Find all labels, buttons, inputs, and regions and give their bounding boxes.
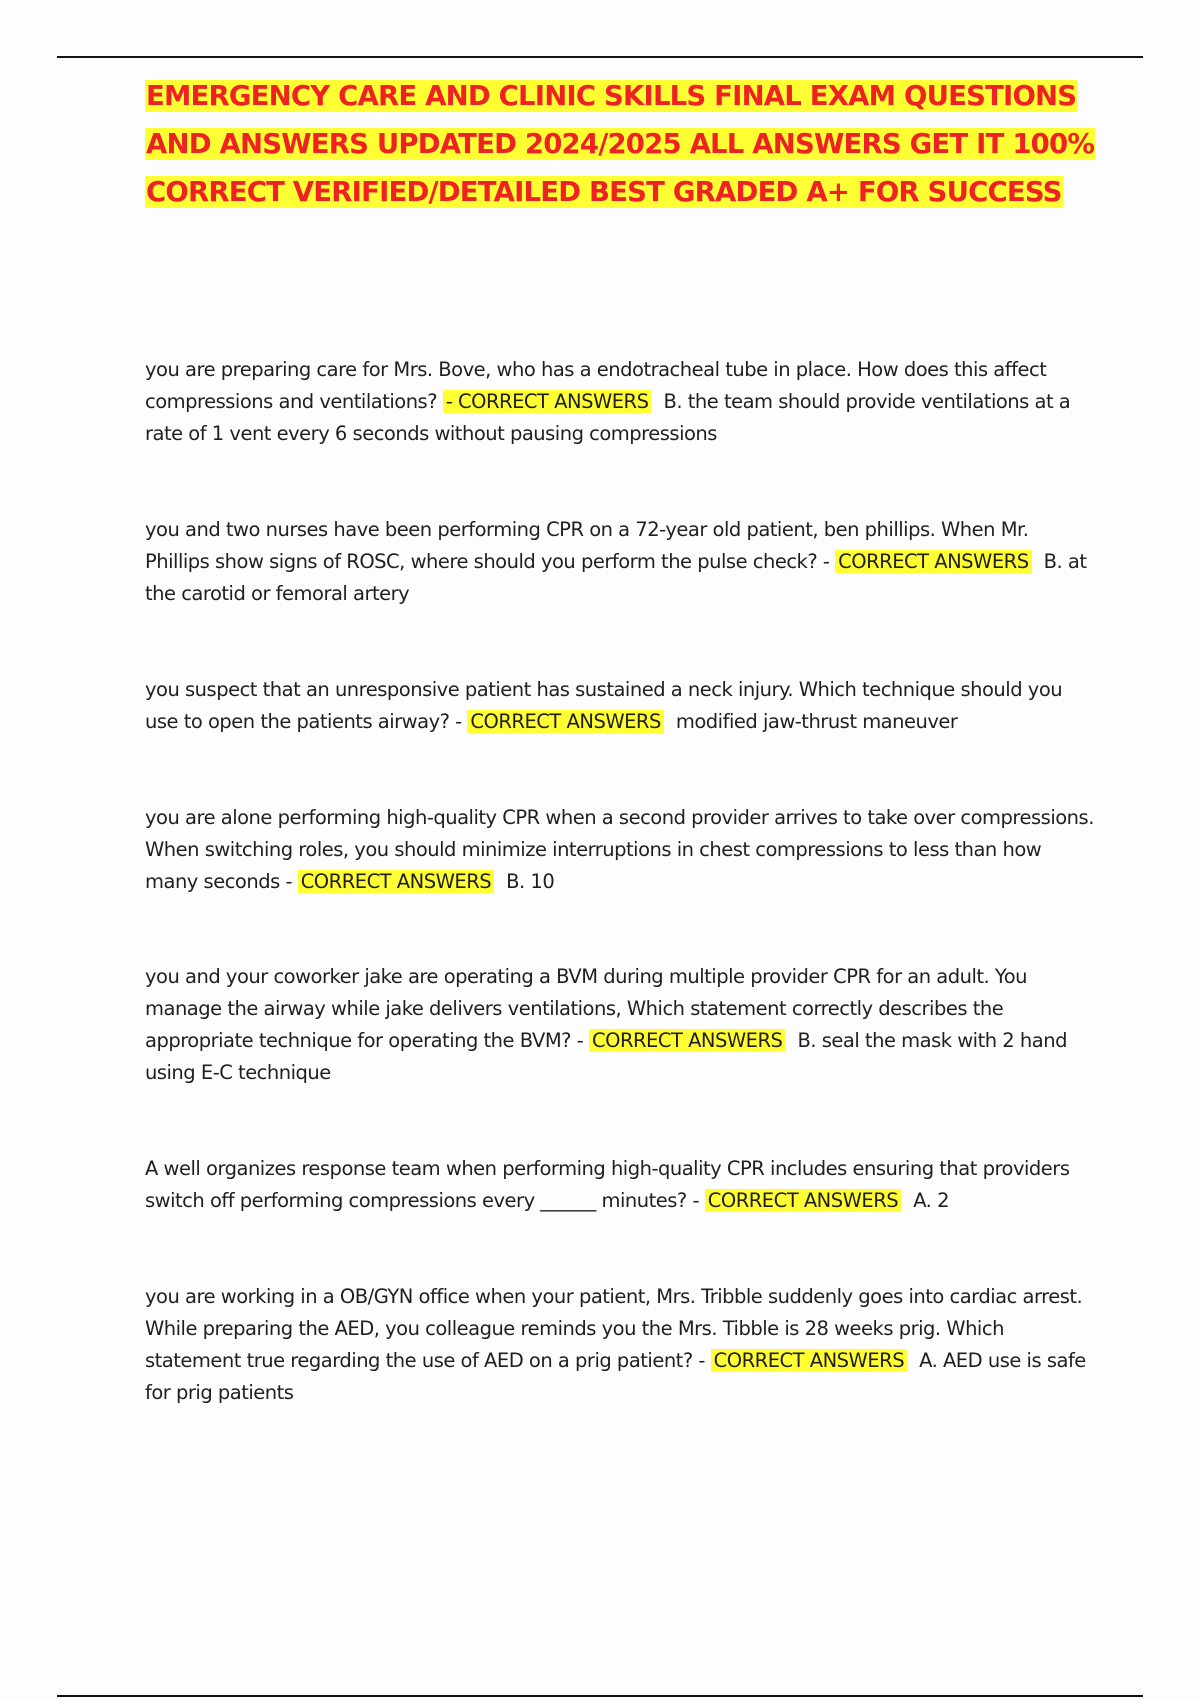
document-title (145, 72, 1095, 216)
answer-text: B. 10 (506, 870, 555, 893)
qa-item-2: you and two nurses have been performing CPR on a 72-year old patient, ben phillips. When Mr. Phillips show signs of ROSC, where should you perform the pulse check? - CORRECT ANSWERS B. at the carotid or femoral artery (145, 518, 1087, 605)
question-text: you are working in a OB/GYN office when your patient, Mrs. Tribble suddenly goes into cardiac arrest. While preparing the AED, you colleague reminds you the Mrs. Tibble is 28 weeks prig. Which statement true regarding the use of AED on a prig patient? (145, 1285, 1083, 1372)
question-text: you are alone performing high-quality CPR when a second provider arrives to take over compressions. When switching roles, you should minimize interruptions in chest compressions to less than how many seconds (145, 806, 1094, 893)
answer-marker: CORRECT ANSWERS (705, 1189, 901, 1212)
answer-marker: CORRECT ANSWERS (467, 710, 663, 733)
answer-marker: CORRECT ANSWERS (589, 1029, 785, 1052)
bottom-rule (57, 1695, 1143, 1697)
answer-text: B. the team should provide ventilations at a rate of 1 vent every 6 seconds without pausing compressions (145, 390, 1071, 445)
question-text: you suspect that an unresponsive patient has sustained a neck injury. Which technique should you use to open the patients airway? (145, 678, 1063, 733)
top-rule (57, 56, 1143, 58)
answer-text: A. AED use is safe for prig patients (145, 1349, 1086, 1404)
qa-item-1 (145, 354, 1095, 450)
question-text: you are preparing care for Mrs. Bove, who has a endotracheal tube in place. How does this affect compressions and ventilations? (145, 358, 1047, 413)
answer-marker: CORRECT ANSWERS (298, 870, 494, 893)
title-highlight: EMERGENCY CARE AND CLINIC SKILLS FINAL EXAM QUESTIONS AND ANSWERS UPDATED 2024/2025 ALL ANSWERS GET IT 100% CORRECT VERIFIED/DETAILED BEST GRADED A+ FOR SUCCESS (146, 80, 1095, 208)
answer-text: A. 2 (913, 1189, 949, 1212)
answer-marker: CORRECT ANSWERS (711, 1349, 907, 1372)
answer-marker: - CORRECT ANSWERS (443, 390, 652, 413)
qa-item-6: A well organizes response team when performing high-quality CPR includes ensuring that providers switch off performing compressions every ______ minutes? - CORRECT ANSWERS A. 2 (145, 1157, 1070, 1212)
answer-marker: CORRECT ANSWERS (835, 550, 1031, 573)
qa-item-7: you are working in a OB/GYN office when your patient, Mrs. Tribble suddenly goes into cardiac arrest. While preparing the AED, you colleague reminds you the Mrs. Tibble is 28 weeks prig. Which statement true regarding the use of AED on a prig patient? - CORRECT ANSWERS A. AED use is safe for prig patients (145, 1285, 1086, 1404)
qa-item-5: you and your coworker jake are operating a BVM during multiple provider CPR for an adult. You manage the airway while jake delivers ventilations, Which statement correctly describes the appropriate technique for operating the BVM? - CORRECT ANSWERS B. seal the mask with 2 hand using E-C technique (145, 965, 1067, 1084)
question-text: you and two nurses have been performing CPR on a 72-year old patient, ben phillips. When Mr. Phillips show signs of ROSC, where should you perform the pulse check? (145, 518, 1029, 573)
qa-item-4: you are alone performing high-quality CPR when a second provider arrives to take over compressions. When switching roles, you should minimize interruptions in chest compressions to less than how many seconds - CORRECT ANSWERS B. 10 (145, 806, 1094, 893)
answer-text: B. at the carotid or femoral artery (145, 550, 1087, 605)
question-text: A well organizes response team when performing high-quality CPR includes ensuring that providers switch off performing compressions every ______ minutes? (145, 1157, 1070, 1212)
qa-item-3: you suspect that an unresponsive patient has sustained a neck injury. Which technique should you use to open the patients airway? - CORRECT ANSWERS modified jaw-thrust maneuver (145, 678, 1063, 733)
answer-text: modified jaw-thrust maneuver (675, 710, 958, 733)
answer-text: B. seal the mask with 2 hand using E-C technique (145, 1029, 1067, 1084)
question-text: you and your coworker jake are operating a BVM during multiple provider CPR for an adult. You manage the airway while jake delivers ventilations, Which statement correctly describes the appropriate technique for operating the BVM? (145, 965, 1028, 1052)
